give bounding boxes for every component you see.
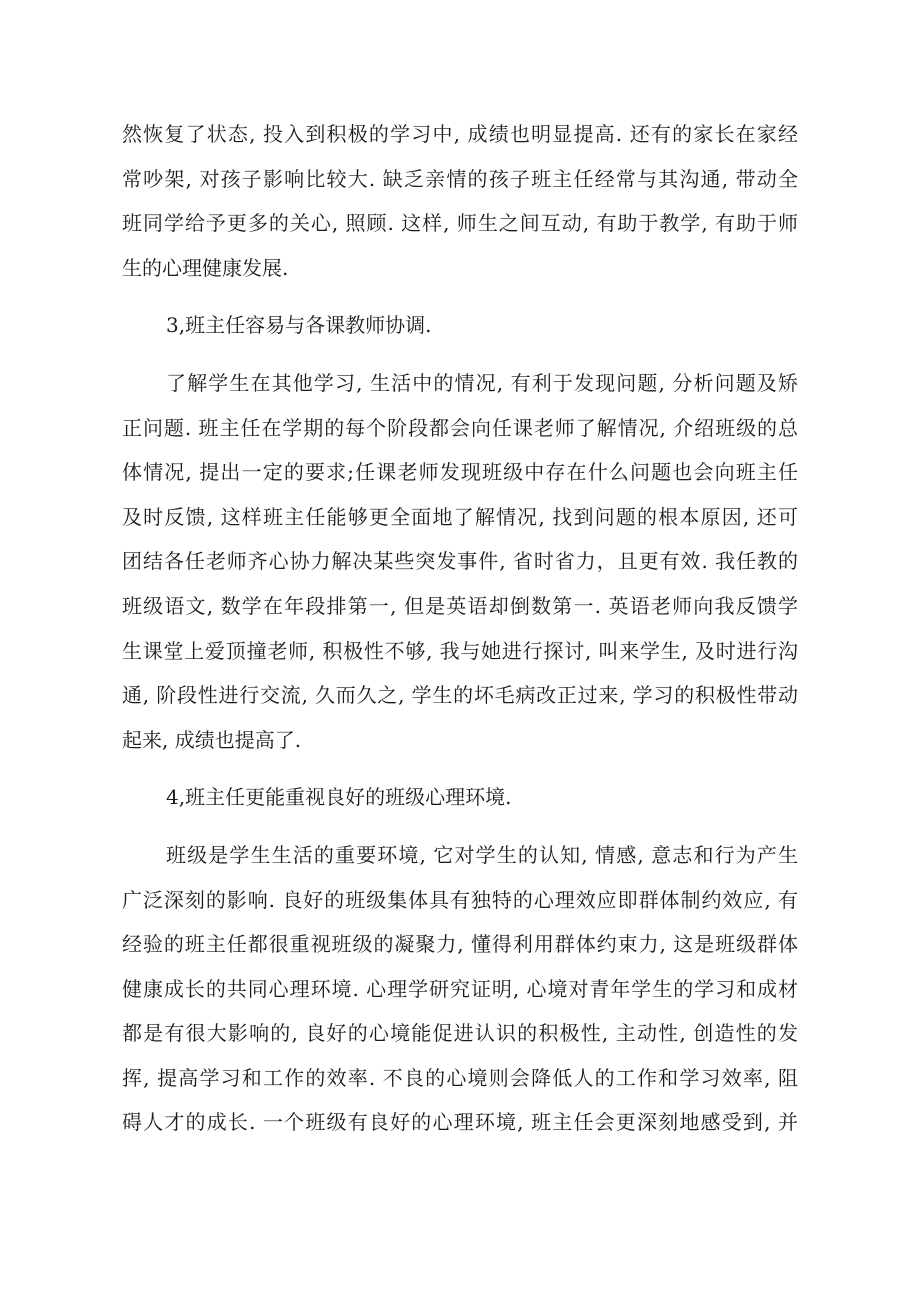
paragraph-3: [122, 833, 798, 1145]
text-line: 经验的班主任都很重视班级的凝聚力, 懂得利用群体约束力, 这是班级群体: [122, 932, 798, 957]
section-heading-3: [122, 303, 798, 348]
paragraph-2: [122, 361, 798, 762]
text-line: 碍人才的成长. 一个班级有良好的心理环境, 班主任会更深刻地感受到, 并: [122, 1110, 798, 1135]
text-line: 广泛深刻的影响. 良好的班级集体具有独特的心理效应即群体制约效应, 有: [122, 887, 798, 912]
text-line: 班同学给予更多的关心, 照顾. 这样, 师生之间互动, 有助于教学, 有助于师: [122, 211, 798, 236]
text-line: 及时反馈, 这样班主任能够更全面地了解情况, 找到问题的根本原因, 还可: [122, 504, 798, 529]
section-heading-4: [122, 775, 798, 820]
text-line: 起来, 成绩也提高了.: [122, 727, 302, 752]
text-line: 通, 阶段性进行交流, 久而久之, 学生的坏毛病改正过来, 学习的积极性带动: [122, 683, 798, 708]
paragraph-1: [122, 112, 798, 290]
text-line: 团结各任老师齐心协力解决某些突发事件, 省时省力，且更有效. 我任教的: [122, 549, 798, 574]
text-line: 挥, 提高学习和工作的效率. 不良的心境则会降低人的工作和学习效率, 阻: [122, 1065, 798, 1090]
text-line: 健康成长的共同心理环境. 心理学研究证明, 心境对青年学生的学习和成材: [122, 976, 798, 1001]
heading-line: 4,班主任更能重视良好的班级心理环境.: [166, 785, 512, 810]
paragraph-gap: [122, 290, 798, 303]
text-line: 生课堂上爱顶撞老师, 积极性不够, 我与她进行探讨, 叫来学生, 及时进行沟: [122, 638, 798, 663]
text-line: 了解学生在其他学习, 生活中的情况, 有利于发现问题, 分析问题及矫: [166, 370, 798, 395]
text-line: 生的心理健康发展.: [122, 255, 289, 280]
heading-line: 3,班主任容易与各课教师协调.: [166, 313, 432, 338]
document-body: [122, 112, 798, 1145]
text-line: 常吵架, 对孩子影响比较大. 缺乏亲情的孩子班主任经常与其沟通, 带动全: [122, 166, 798, 191]
text-line: 班级语文, 数学在年段排第一, 但是英语却倒数第一. 英语老师向我反馈学: [122, 593, 798, 618]
paragraph-gap: [122, 820, 798, 833]
text-line: 然恢复了状态, 投入到积极的学习中, 成绩也明显提高. 还有的家长在家经: [122, 122, 798, 146]
paragraph-gap: [122, 762, 798, 775]
text-line: 班级是学生生活的重要环境, 它对学生的认知, 情感, 意志和行为产生: [166, 842, 798, 867]
text-line: 体情况, 提出一定的要求;任课老师发现班级中存在什么问题也会向班主任: [122, 460, 798, 485]
text-line: 正问题. 班主任在学期的每个阶段都会向任课老师了解情况, 介绍班级的总: [122, 415, 798, 440]
paragraph-gap: [122, 348, 798, 361]
text-line: 都是有很大影响的, 良好的心境能促进认识的积极性, 主动性, 创造性的发: [122, 1021, 798, 1046]
